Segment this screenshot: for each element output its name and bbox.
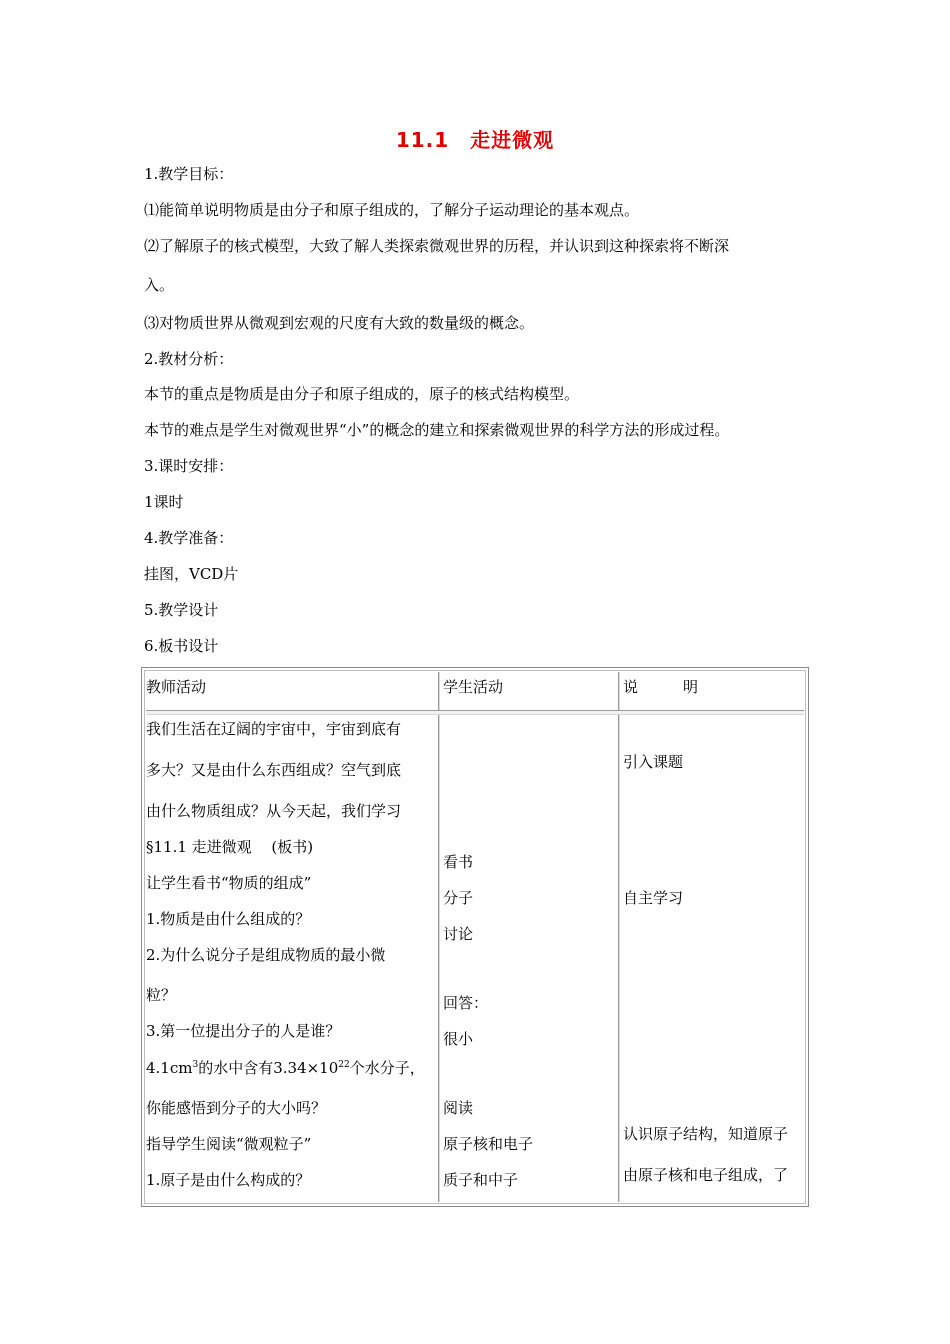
- teacher-line: 3.第一位提出分子的人是谁？: [146, 1022, 341, 1040]
- note-line: 自主学习: [623, 889, 684, 907]
- objective-3: ⑶对物质世界从微观到宏观的尺度有大致的数量级的概念。: [144, 314, 535, 332]
- student-line: 原子核和电子: [443, 1135, 534, 1153]
- teacher-line-q4: $4.1cm^3$的水中含有$3.34\times 10^{22}$个水分子，: [146, 1059, 425, 1077]
- section-board-heading: 6.板书设计: [144, 637, 219, 655]
- teacher-line: 由什么物质组成？从今天起，我们学习: [146, 802, 402, 820]
- teacher-line: 你能感悟到分子的大小吗？: [146, 1099, 327, 1117]
- section-objectives-heading: 1.教学目标：: [144, 165, 234, 183]
- section-design-heading: 5.教学设计: [144, 601, 219, 619]
- student-line: 分子: [443, 889, 474, 907]
- note-line: 认识原子结构，知道原子: [623, 1125, 789, 1143]
- column-divider-2: [618, 672, 620, 1202]
- teacher-line: 指导学生阅读“微观粒子”: [146, 1135, 312, 1153]
- section-schedule-heading: 3.课时安排：: [144, 457, 234, 475]
- student-line: 讨论: [443, 925, 474, 943]
- section-preparation-heading: 4.教学准备：: [144, 529, 234, 547]
- student-line: 很小: [443, 1030, 474, 1048]
- preparation-value: 挂图，VCD片: [144, 565, 239, 583]
- objective-1: ⑴能简单说明物质是由分子和原子组成的，了解分子运动理论的基本观点。: [144, 201, 640, 219]
- lesson-table: [141, 667, 809, 1207]
- header-separator: [146, 710, 804, 715]
- schedule-value: 1课时: [144, 493, 184, 511]
- student-line: 阅读: [443, 1099, 474, 1117]
- teacher-line: 粒？: [146, 986, 177, 1004]
- analysis-difficulty: 本节的难点是学生对微观世界“小”的概念的建立和探索微观世界的科学方法的形成过程。: [144, 421, 730, 439]
- student-line: 回答：: [443, 994, 489, 1012]
- student-line: 看书: [443, 853, 474, 871]
- header-notes: 说 明: [623, 678, 699, 696]
- analysis-key-point: 本节的重点是物质是由分子和原子组成的，原子的核式结构模型。: [144, 385, 580, 403]
- teacher-line: §11.1 走进微观 (板书): [146, 838, 314, 856]
- teacher-line: 1.原子是由什么构成的？: [146, 1171, 311, 1189]
- teacher-line: 1.物质是由什么组成的？: [146, 910, 311, 928]
- column-divider-1: [438, 672, 440, 1202]
- teacher-line: 多大？又是由什么东西组成？空气到底: [146, 761, 402, 779]
- teacher-line: 我们生活在辽阔的宇宙中，宇宙到底有: [146, 720, 402, 738]
- note-line: 引入课题: [623, 753, 684, 771]
- student-line: 质子和中子: [443, 1171, 519, 1189]
- teacher-line: 2.为什么说分子是组成物质的最小微: [146, 946, 386, 964]
- note-line: 由原子核和电子组成，了: [623, 1166, 789, 1184]
- objective-2: ⑵了解原子的核式模型，大致了解人类探索微观世界的历程，并认识到这种探索将不断深: [144, 237, 730, 255]
- section-analysis-heading: 2.教材分析：: [144, 350, 234, 368]
- teacher-line: 让学生看书“物质的组成”: [146, 874, 312, 892]
- objective-2-cont: 入。: [144, 276, 175, 294]
- header-teacher-activity: 教师活动: [146, 678, 207, 696]
- header-student-activity: 学生活动: [443, 678, 504, 696]
- page-title: 11.1 走进微观: [395, 128, 555, 152]
